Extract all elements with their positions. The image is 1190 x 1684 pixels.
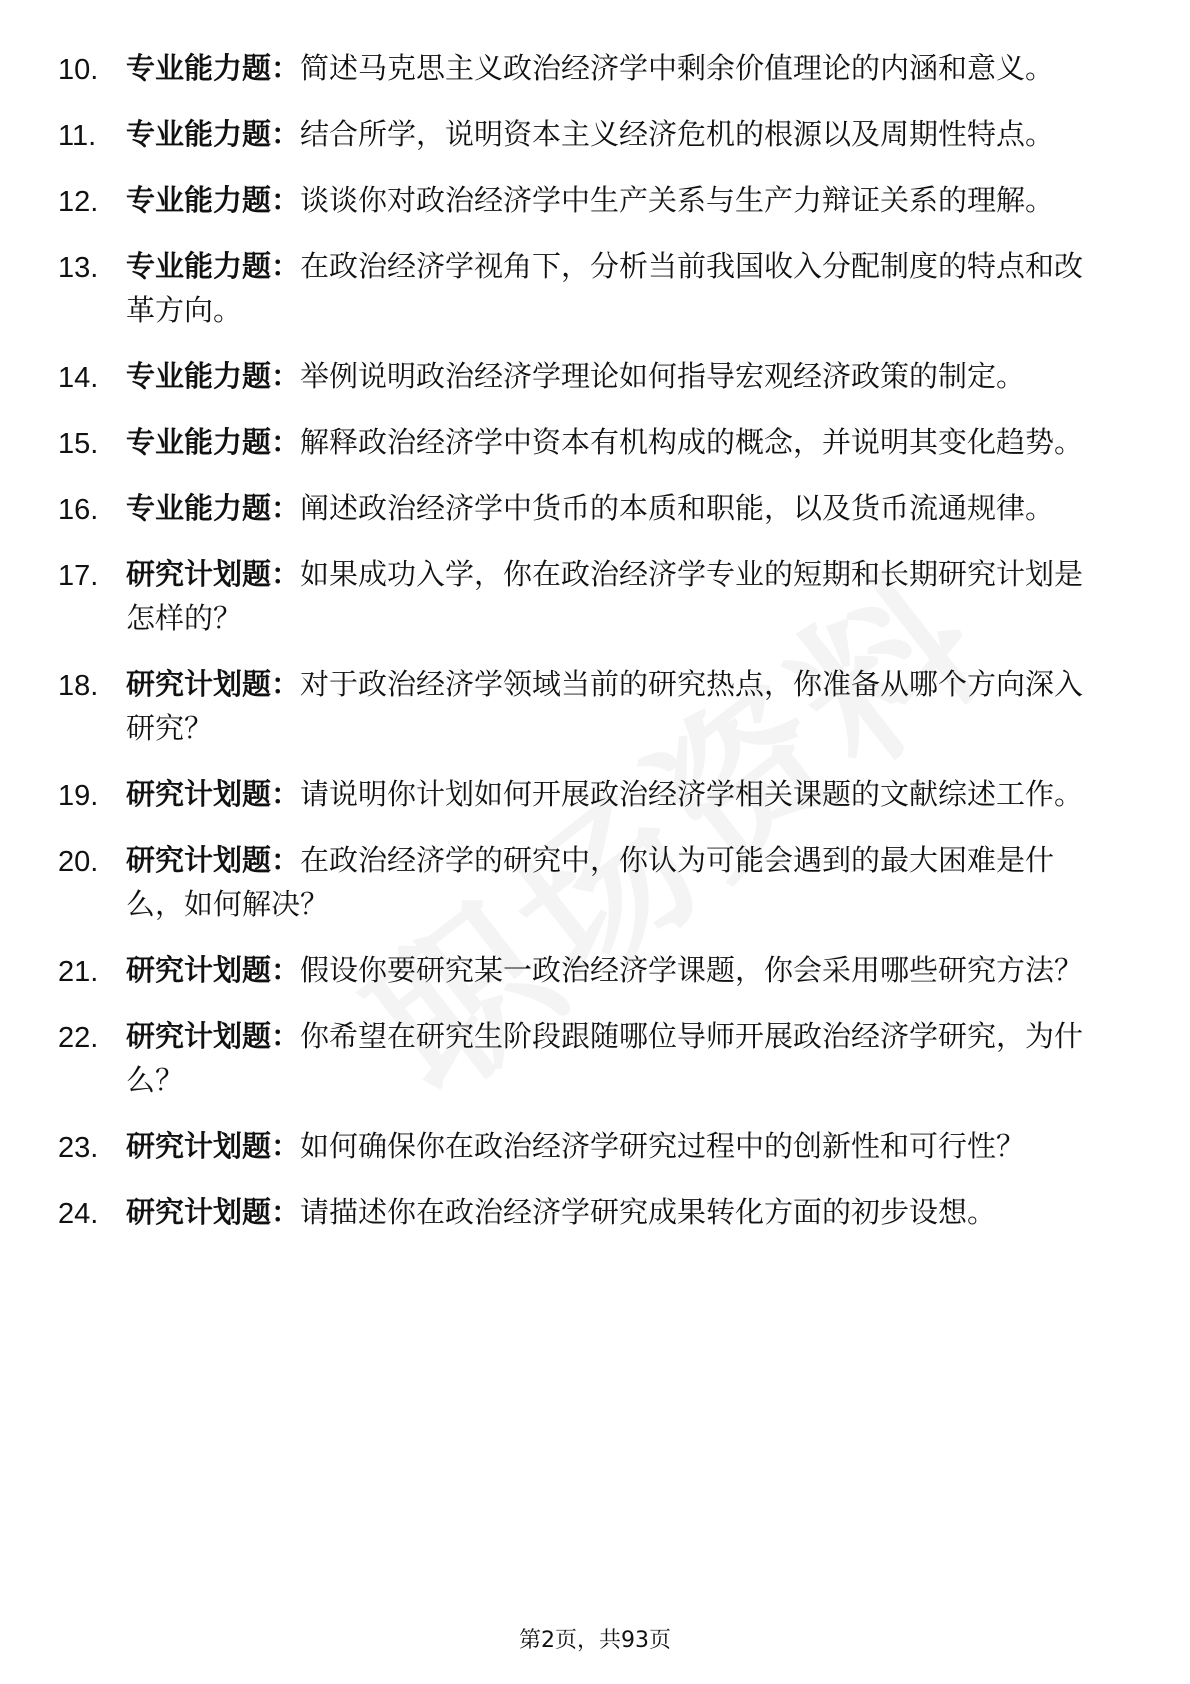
question-item (0, 420, 1190, 464)
question-body (126, 486, 1106, 530)
question-body (126, 46, 1106, 90)
question-category: 研究计划题： (126, 953, 301, 987)
question-category: 研究计划题： (126, 1019, 301, 1053)
question-category: 专业能力题： (126, 491, 301, 525)
question-category: 专业能力题： (126, 425, 301, 459)
page-footer (0, 1623, 1190, 1654)
question-text: 对于政治经济学领域当前的研究热点，你准备从哪个方向深入研究？ (126, 667, 1084, 745)
question-number: 12. (58, 186, 99, 218)
question-body (126, 112, 1106, 156)
question-number: 15. (58, 428, 99, 460)
question-text: 如果成功入学，你在政治经济学专业的短期和长期研究计划是怎样的？ (126, 557, 1084, 635)
question-category: 研究计划题： (126, 1195, 301, 1229)
question-item (0, 1014, 1190, 1102)
question-category: 专业能力题： (126, 117, 301, 151)
question-item (0, 662, 1190, 750)
question-body (126, 772, 1106, 816)
question-body (126, 420, 1106, 464)
question-number: 10. (58, 54, 99, 86)
question-category: 专业能力题： (126, 359, 301, 393)
question-body (126, 244, 1106, 332)
question-category: 研究计划题： (126, 667, 301, 701)
question-text: 解释政治经济学中资本有机构成的概念，并说明其变化趋势。 (300, 425, 1084, 459)
question-text: 在政治经济学的研究中，你认为可能会遇到的最大困难是什么，如何解决？ (126, 843, 1055, 921)
question-number: 23. (58, 1132, 99, 1164)
question-body (126, 1014, 1106, 1102)
question-number: 11. (58, 120, 97, 152)
question-text: 在政治经济学视角下，分析当前我国收入分配制度的特点和改革方向。 (126, 249, 1084, 327)
question-category: 专业能力题： (126, 183, 301, 217)
page-number-label: 第2页，共93页 (519, 1628, 671, 1653)
question-text: 你希望在研究生阶段跟随哪位导师开展政治经济学研究，为什么？ (126, 1019, 1084, 1097)
question-number: 13. (58, 252, 99, 284)
question-text: 请说明你计划如何开展政治经济学相关课题的文献综述工作。 (300, 777, 1084, 811)
question-item (0, 838, 1190, 926)
question-category: 研究计划题： (126, 843, 301, 877)
question-number: 21. (58, 956, 99, 988)
question-item (0, 552, 1190, 640)
question-number: 19. (58, 780, 99, 812)
question-number: 18. (58, 670, 99, 702)
question-item (0, 1124, 1190, 1168)
question-text: 阐述政治经济学中货币的本质和职能，以及货币流通规律。 (300, 491, 1055, 525)
question-item (0, 354, 1190, 398)
question-body (126, 1190, 1106, 1234)
question-item (0, 112, 1190, 156)
question-text: 简述马克思主义政治经济学中剩余价值理论的内涵和意义。 (300, 51, 1055, 85)
question-body (126, 1124, 1106, 1168)
question-number: 16. (58, 494, 99, 526)
question-category: 研究计划题： (126, 1129, 301, 1163)
question-text: 如何确保你在政治经济学研究过程中的创新性和可行性？ (300, 1129, 1026, 1163)
question-list (0, 46, 1190, 1256)
question-item (0, 244, 1190, 332)
question-item (0, 948, 1190, 992)
question-number: 24. (58, 1198, 99, 1230)
question-text: 举例说明政治经济学理论如何指导宏观经济政策的制定。 (300, 359, 1026, 393)
question-text: 假设你要研究某一政治经济学课题，你会采用哪些研究方法？ (300, 953, 1084, 987)
question-body (126, 552, 1106, 640)
question-text: 谈谈你对政治经济学中生产关系与生产力辩证关系的理解。 (300, 183, 1055, 217)
question-item (0, 1190, 1190, 1234)
question-number: 14. (58, 362, 99, 394)
question-body (126, 354, 1106, 398)
question-number: 22. (58, 1022, 99, 1054)
question-item (0, 178, 1190, 222)
question-category: 研究计划题： (126, 777, 301, 811)
question-item (0, 772, 1190, 816)
question-body (126, 838, 1106, 926)
question-number: 20. (58, 846, 99, 878)
question-item (0, 46, 1190, 90)
question-text: 请描述你在政治经济学研究成果转化方面的初步设想。 (300, 1195, 997, 1229)
question-body (126, 178, 1106, 222)
question-body (126, 662, 1106, 750)
question-category: 专业能力题： (126, 51, 301, 85)
question-category: 专业能力题： (126, 249, 301, 283)
question-item (0, 486, 1190, 530)
question-body (126, 948, 1106, 992)
question-number: 17. (58, 560, 99, 592)
question-category: 研究计划题： (126, 557, 301, 591)
question-text: 结合所学，说明资本主义经济危机的根源以及周期性特点。 (300, 117, 1055, 151)
